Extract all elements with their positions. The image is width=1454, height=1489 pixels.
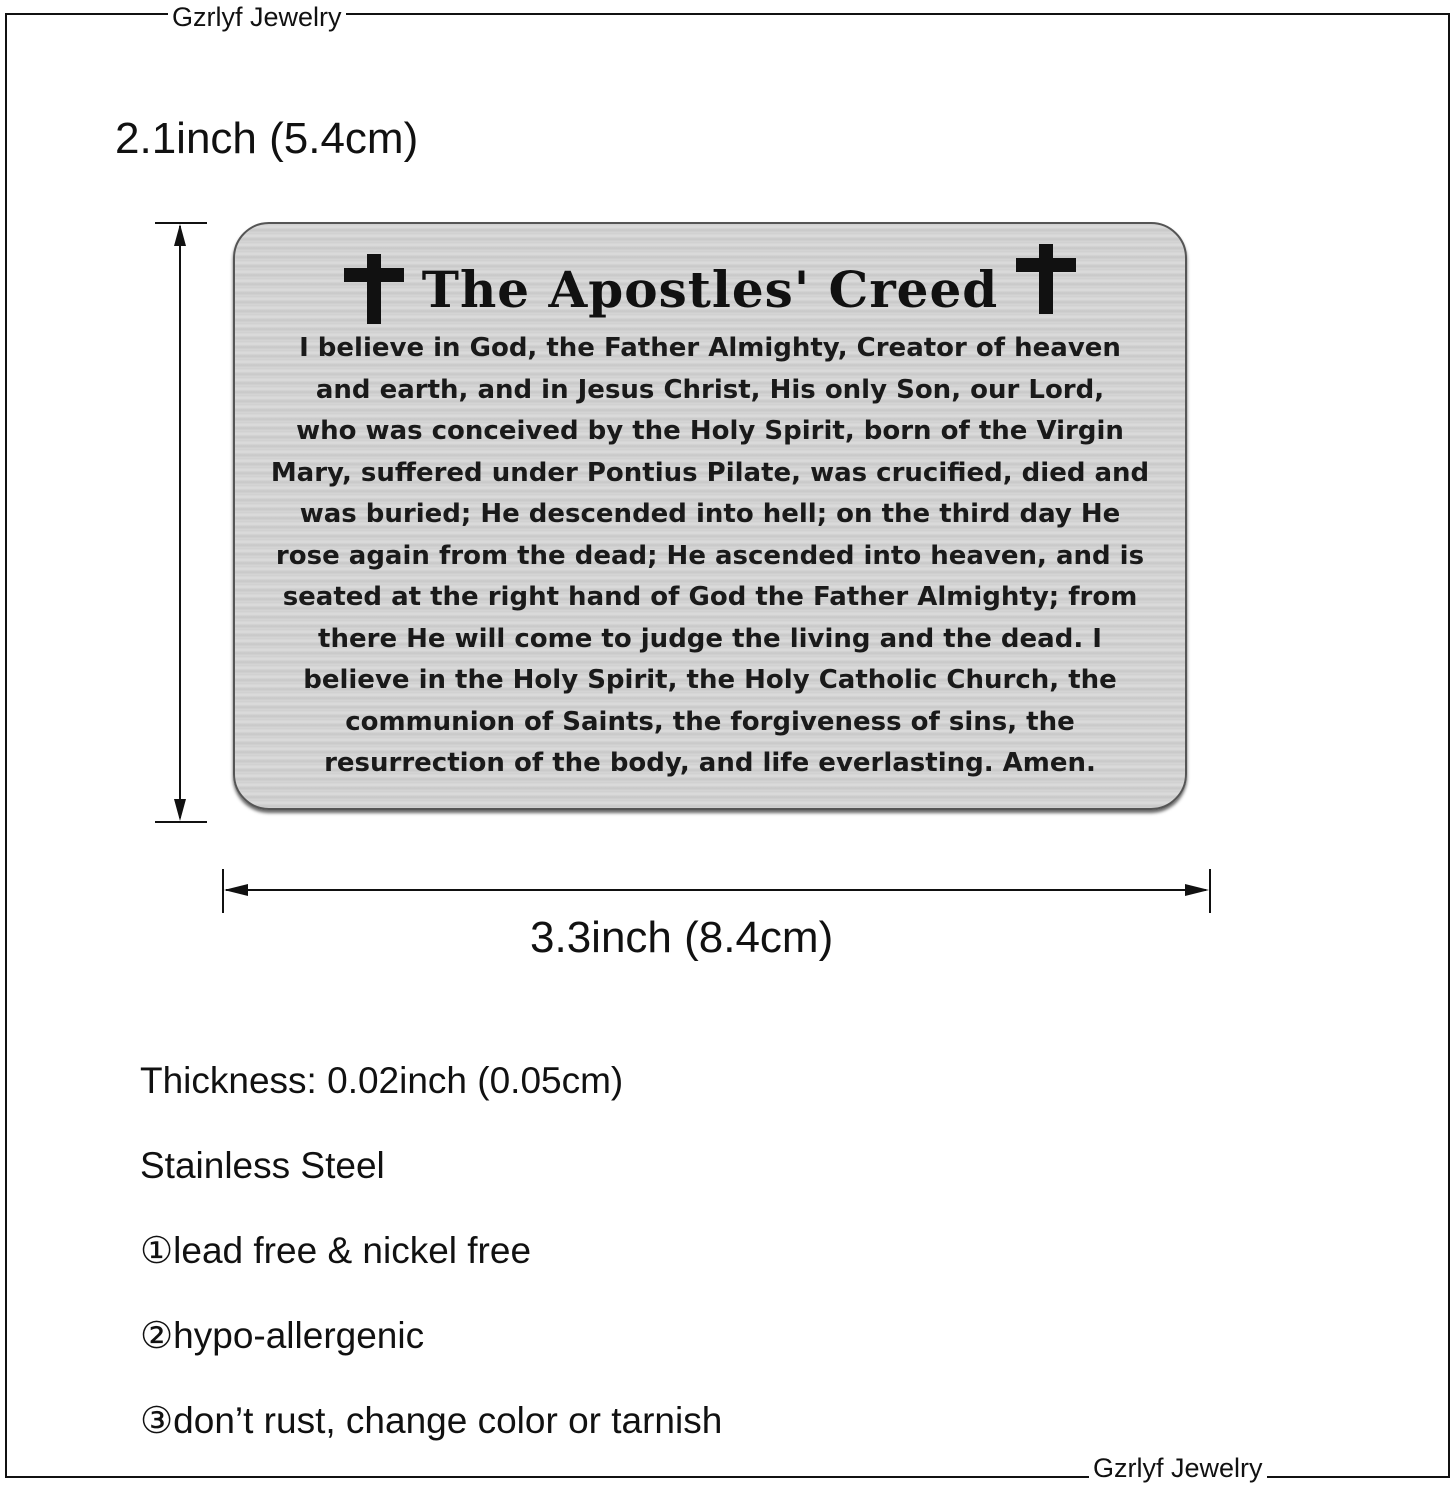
creed-line: and earth, and in Jesus Christ, His only Son, our Lord, bbox=[315, 374, 1105, 405]
brand-label-top: Gzrlyf Jewelry bbox=[168, 2, 346, 32]
creed-line: rose again from the dead; He ascended into heaven, and is bbox=[275, 540, 1145, 571]
spec-hypoallergenic: ②hypo-allergenic bbox=[140, 1315, 425, 1356]
creed-line: there He will come to judge the living and the dead. I bbox=[318, 623, 1102, 654]
spec-lead-free: ①lead free & nickel free bbox=[140, 1230, 532, 1271]
width-arrowheads-icon bbox=[224, 880, 1210, 900]
height-dimension-label: 2.1inch (5.4cm) bbox=[115, 114, 419, 163]
creed-line: I believe in God, the Father Almighty, Creator of heaven bbox=[299, 333, 1121, 363]
prayer-card bbox=[233, 222, 1187, 810]
creed-line: communion of Saints, the forgiveness of sins, the bbox=[345, 706, 1075, 737]
creed-line: resurrection of the body, and life everlasting. Amen. bbox=[324, 748, 1096, 778]
creed-line: seated at the right hand of God the Father Almighty; from bbox=[282, 582, 1138, 612]
height-arrowheads-icon bbox=[170, 224, 190, 824]
cross-icon bbox=[1016, 244, 1076, 314]
spec-no-rust: ③don’t rust, change color or tarnish bbox=[140, 1400, 723, 1441]
creed-line: who was conceived by the Holy Spirit, born of the Virgin bbox=[296, 416, 1124, 446]
creed-line: Mary, suffered under Pontius Pilate, was crucified, died and bbox=[270, 457, 1150, 488]
creed-line: was buried; He descended into hell; on the third day He bbox=[299, 499, 1121, 529]
creed-text bbox=[265, 328, 1155, 785]
card-title: The Apostles' Creed bbox=[421, 259, 999, 319]
cross-icon bbox=[344, 254, 404, 324]
spec-thickness: Thickness: 0.02inch (0.05cm) bbox=[140, 1060, 624, 1101]
creed-line: believe in the Holy Spirit, the Holy Catholic Church, the bbox=[303, 665, 1117, 695]
brand-label-bottom: Gzrlyf Jewelry bbox=[1089, 1453, 1267, 1483]
width-dimension-label: 3.3inch (8.4cm) bbox=[530, 913, 834, 962]
spec-material: Stainless Steel bbox=[140, 1145, 385, 1186]
